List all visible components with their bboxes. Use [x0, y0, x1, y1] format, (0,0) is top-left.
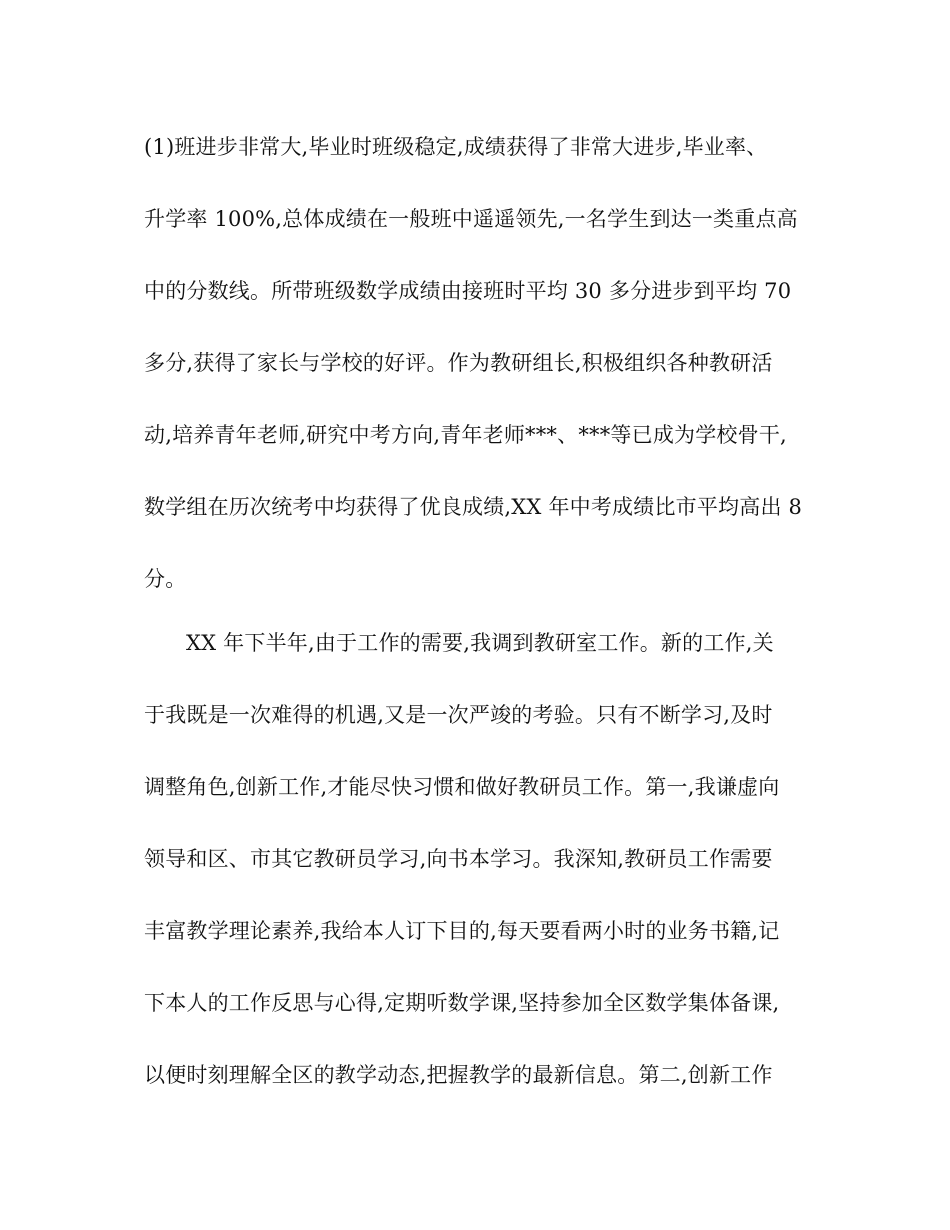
- paragraph-line: 多分,获得了家长与学校的好评。作为教研组长,积极组织各种教研活: [144, 351, 773, 375]
- paragraph-line: 于我既是一次难得的机遇,又是一次严竣的考验。只有不断学习,及时: [144, 703, 773, 727]
- paragraph-line: 下本人的工作反思与心得,定期听数学课,坚持参加全区数学集体备课,: [144, 991, 780, 1015]
- paragraph-line: (1)班进步非常大,毕业时班级稳定,成绩获得了非常大进步,毕业率、: [144, 135, 768, 159]
- paragraph-line: 以便时刻理解全区的教学动态,把握教学的最新信息。第二,创新工作: [144, 1063, 773, 1087]
- paragraph-line: 数学组在历次统考中均获得了优良成绩,XX 年中考成绩比市平均高出 8: [144, 495, 803, 519]
- paragraph-line: 中的分数线。所带班级数学成绩由接班时平均 30 多分进步到平均 70: [144, 279, 792, 303]
- paragraph-line: 分。: [144, 567, 187, 591]
- paragraph-line: 动,培养青年老师,研究中考方向,青年老师***、***等已成为学校骨干,: [144, 423, 787, 447]
- paragraph-line: 调整角色,创新工作,才能尽快习惯和做好教研员工作。第一,我谦虚向: [144, 775, 780, 799]
- paragraph-line: 丰富教学理论素养,我给本人订下目的,每天要看两小时的业务书籍,记: [144, 919, 780, 943]
- paragraph-line-indented: XX 年下半年,由于工作的需要,我调到教研室工作。新的工作,关: [186, 631, 774, 655]
- paragraph-line: 升学率 100%,总体成绩在一般班中遥遥领先,一名学生到达一类重点高: [144, 207, 798, 231]
- paragraph-line: 领导和区、市其它教研员学习,向书本学习。我深知,教研员工作需要: [144, 847, 773, 871]
